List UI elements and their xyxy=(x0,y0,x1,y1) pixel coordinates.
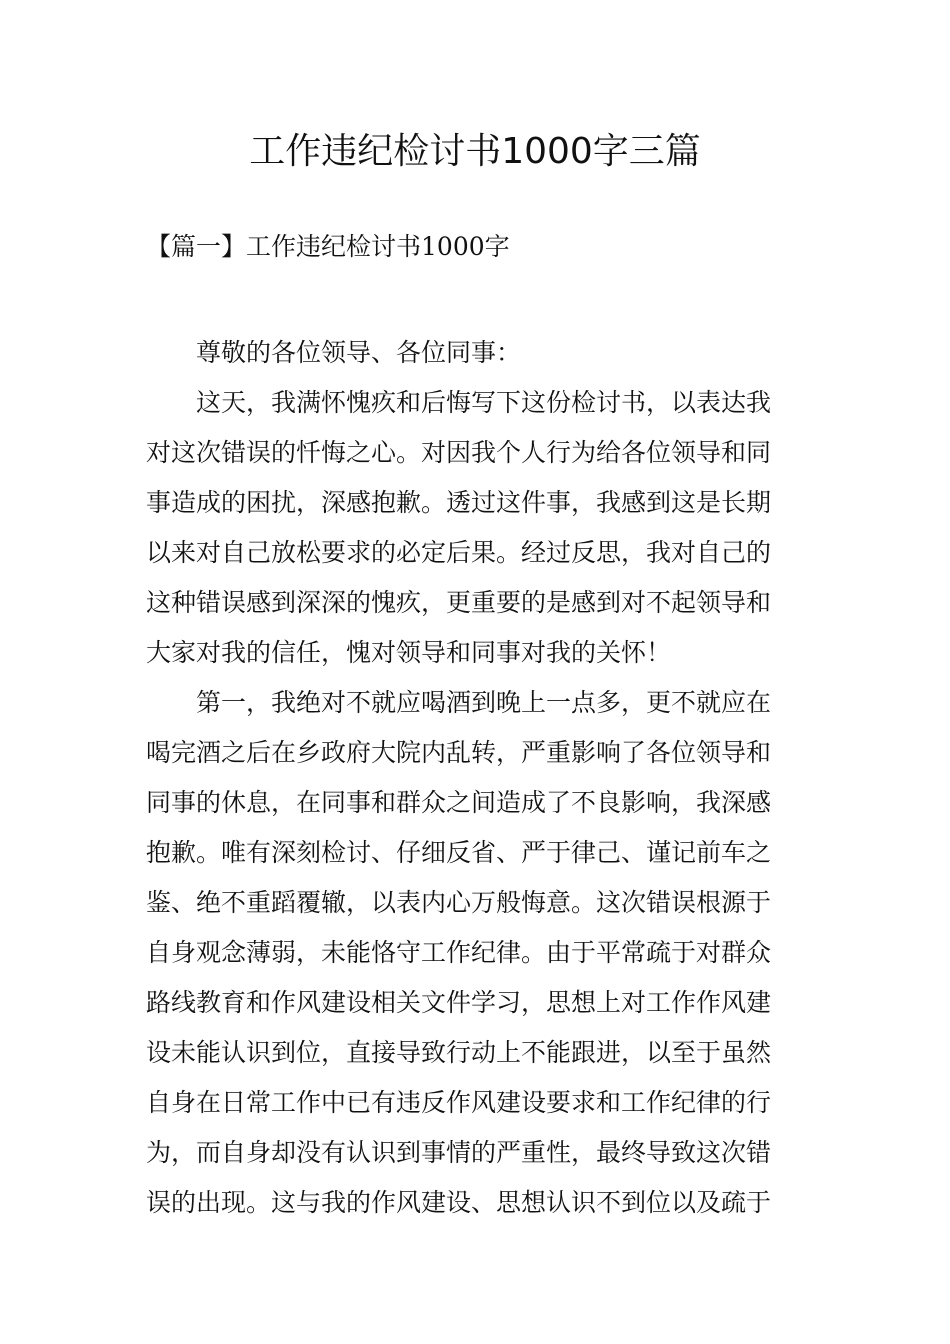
paragraph-line: 这种错误感到深深的愧疚，更重要的是感到对不起领导和 xyxy=(146,588,772,617)
paragraph-line: 为，而自身却没有认识到事情的严重性，最终导致这次错 xyxy=(146,1138,772,1167)
paragraph-line: 自身观念薄弱，未能恪守工作纪律。由于平常疏于对群众 xyxy=(146,938,772,967)
paragraph-line: 路线教育和作风建设相关文件学习，思想上对工作作风建 xyxy=(146,988,772,1017)
paragraph-line: 大家对我的信任，愧对领导和同事对我的关怀！ xyxy=(146,638,672,667)
paragraph-line: 以来对自己放松要求的必定后果。经过反思，我对自己的 xyxy=(146,538,772,567)
paragraph-line: 鉴、绝不重蹈覆辙，以表内心万般悔意。这次错误根源于 xyxy=(146,888,772,917)
paragraph-line: 这天，我满怀愧疚和后悔写下这份检讨书，以表达我 xyxy=(196,388,772,417)
paragraph-line: 抱歉。唯有深刻检讨、仔细反省、严于律己、谨记前车之 xyxy=(146,838,772,867)
paragraph-line: 对这次错误的忏悔之心。对因我个人行为给各位领导和同 xyxy=(146,438,772,467)
paragraph-line: 同事的休息，在同事和群众之间造成了不良影响，我深感 xyxy=(146,788,772,817)
paragraph-line: 第一，我绝对不就应喝酒到晚上一点多，更不就应在 xyxy=(196,688,772,717)
paragraph-line: 自身在日常工作中已有违反作风建设要求和工作纪律的行 xyxy=(146,1088,772,1117)
document-body xyxy=(146,328,806,1228)
section-heading: 【篇一】工作违纪检讨书1000字 xyxy=(146,232,510,261)
paragraph-line: 事造成的困扰，深感抱歉。透过这件事，我感到这是长期 xyxy=(146,488,772,517)
document-title: 工作违纪检讨书1000字三篇 xyxy=(249,131,701,172)
paragraph-line: 误的出现。这与我的作风建设、思想认识不到位以及疏于 xyxy=(146,1188,772,1217)
salutation-line: 尊敬的各位领导、各位同事： xyxy=(196,338,522,367)
paragraph-line: 设未能认识到位，直接导致行动上不能跟进，以至于虽然 xyxy=(146,1038,772,1067)
paragraph-line: 喝完酒之后在乡政府大院内乱转，严重影响了各位领导和 xyxy=(146,738,772,767)
